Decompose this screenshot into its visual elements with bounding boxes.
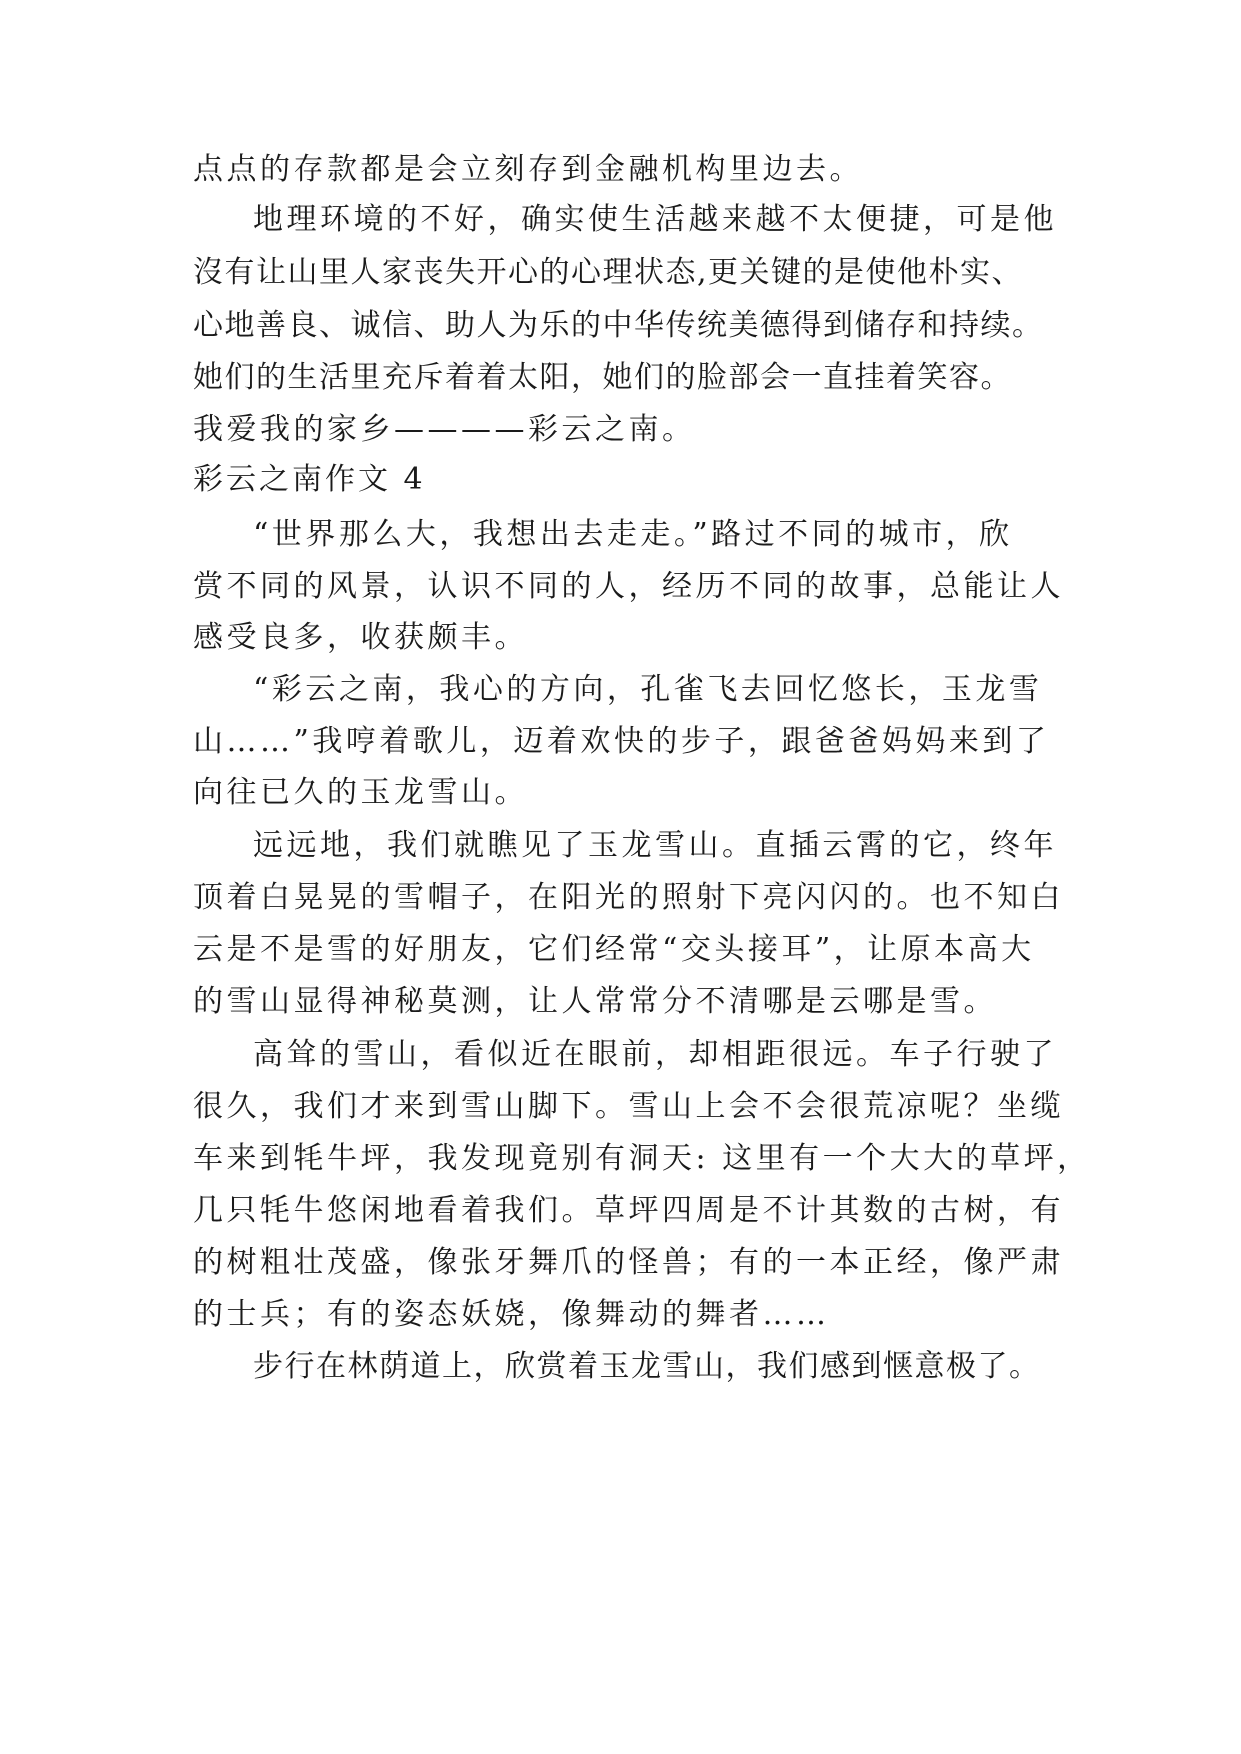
- text-line: 很久，我们才来到雪山脚下。雪山上会不会很荒凉呢？坐缆: [193, 1089, 1064, 1124]
- text-line: 山……”我哼着歌儿，迈着欢快的步子，跟爸爸妈妈来到了: [193, 724, 1050, 759]
- text-line: 向往已久的玉龙雪山。: [193, 775, 528, 810]
- paragraph-first-line: “彩云之南，我心的方向，孔雀飞去回忆悠长，玉龙雪: [253, 672, 1043, 707]
- text-line: 的雪山显得神秘莫测，让人常常分不清哪是云哪是雪。: [193, 984, 997, 1019]
- section-heading: 彩云之南作文 4: [193, 462, 426, 497]
- text-line: 点点的存款都是会立刻存到金融机构里边去。: [193, 152, 863, 187]
- text-line: 的士兵；有的姿态妖娆，像舞动的舞者……: [193, 1297, 830, 1332]
- text-line: 车来到牦牛坪，我发现竟别有洞天: 这里有一个大大的草坪，: [193, 1141, 1091, 1176]
- paragraph-first-line: 远远地，我们就瞧见了玉龙雪山。直插云霄的它，终年: [253, 828, 1057, 863]
- text-line: 云是不是雪的好朋友，它们经常“交头接耳”，让原本高大: [193, 932, 1035, 967]
- paragraph-first-line: 地理环境的不好，确实使生活越来越不太便捷，可是他: [253, 202, 1057, 237]
- text-line: 几只牦牛悠闲地看着我们。草坪四周是不计其数的古树，有: [193, 1193, 1064, 1228]
- text-line: 沒有让山里人家丧失开心的心理状态,更关键的是使他朴实、: [193, 255, 1024, 290]
- text-line: 顶着白晃晃的雪帽子，在阳光的照射下亮闪闪的。也不知白: [193, 880, 1064, 915]
- paragraph-first-line: 高耸的雪山，看似近在眼前，却相距很远。车子行驶了: [253, 1037, 1057, 1072]
- text-line: 我爱我的家乡————彩云之南。: [193, 412, 696, 447]
- text-line: 她们的生活里充斥着着太阳，她们的脸部会一直挂着笑容。: [193, 360, 1012, 395]
- text-line: 心地善良、诚信、助人为乐的中华传统美德得到储存和持续。: [193, 308, 1044, 343]
- paragraph-first-line: “世界那么大，我想出去走走。”路过不同的城市，欣: [253, 517, 1013, 552]
- text-line: 感受良多，收获颇丰。: [193, 620, 528, 655]
- paragraph-first-line: 步行在林荫道上，欣赏着玉龙雪山，我们感到惬意极了。: [253, 1349, 1041, 1384]
- text-line: 赏不同的风景，认识不同的人，经历不同的故事，总能让人: [193, 569, 1064, 604]
- text-line: 的树粗壮茂盛，像张牙舞爪的怪兽；有的一本正经，像严肃: [193, 1245, 1064, 1280]
